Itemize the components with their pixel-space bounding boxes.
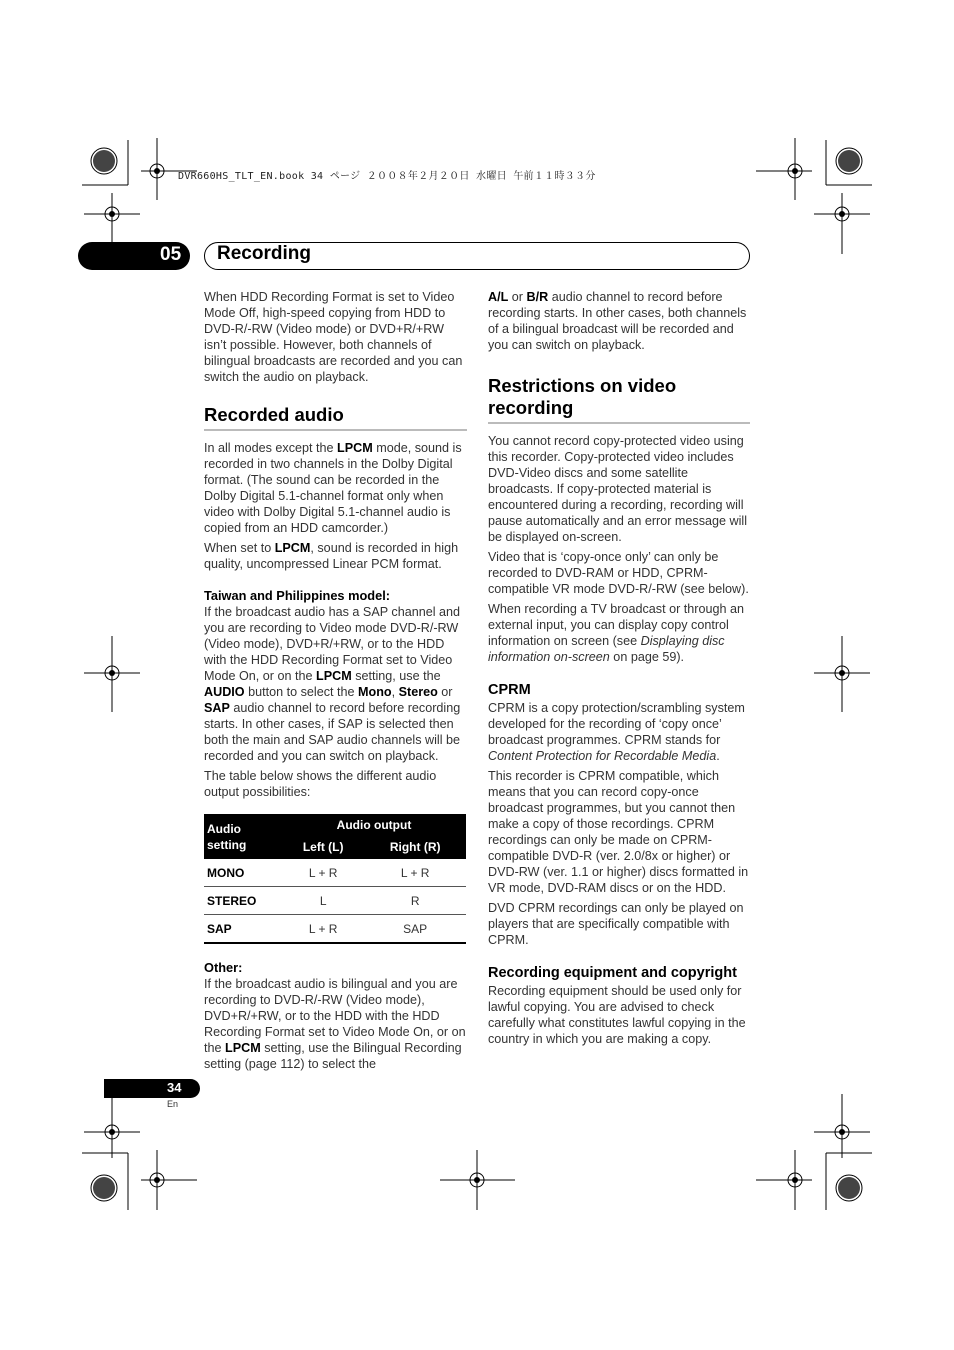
other-heading: Other:: [204, 960, 243, 975]
continued-paragraph: A/L or B/R audio channel to record before recording starts. In other cases, both channels of a bilingual broadcast will be recorded and you can switch on playback.: [488, 290, 747, 352]
chapter-title: Recording: [217, 243, 311, 264]
equipment-p1: Recording equipment should be used only for lawful copying. You are advised to check carefully what constitutes lawful copying in the country in which you are making a copy.: [488, 984, 746, 1046]
setting-cell: MONO: [204, 859, 282, 887]
header-audio-output: Audio output: [282, 814, 466, 835]
header-left: Left (L): [282, 835, 364, 859]
table-row: [204, 915, 466, 944]
right-column: [488, 289, 750, 1051]
cprm-heading: CPRM: [488, 682, 531, 698]
setting-cell: SAP: [204, 915, 282, 944]
left-cell: L + R: [282, 859, 364, 887]
chapter-number: 05: [160, 244, 182, 265]
restrictions-heading: Restrictions on video recording: [488, 375, 750, 424]
cprm-p1: CPRM is a copy protection/scrambling system developed for the recording of ‘copy once’ broadcast programmes. CPRM stands for Content Protection for Recordable Media.: [488, 701, 745, 763]
right-cell: SAP: [364, 915, 466, 944]
taiwan-heading: Taiwan and Philippines model:: [204, 588, 391, 603]
other-paragraph: If the broadcast audio is bilingual and you are recording to DVD-R/-RW (Video mode), DVD+R/+RW, or to the HDD with the HDD Recording Format set to Video Mode On, or on the LPCM setting, use the Bilingual Recording setting (page 112) to select the: [204, 977, 466, 1071]
restrictions-p3: When recording a TV broadcast or through an external input, you can display copy control information on screen (see Displaying disc information on-screen on page 59).: [488, 602, 744, 664]
table-row: [204, 887, 466, 915]
restrictions-p2: Video that is ‘copy-once only’ can only be recorded to DVD-RAM or HDD, CPRM-compatible VR mode DVD-R/-RW (see below).: [488, 550, 749, 596]
book-file-header: DVR660HS_TLT_EN.book 34 ページ ２００８年２月２０日 水曜日 午前１１時３３分: [178, 171, 596, 182]
right-cell: L + R: [364, 859, 466, 887]
header-right: Right (R): [364, 835, 466, 859]
right-cell: R: [364, 887, 466, 915]
cprm-p3: DVD CPRM recordings can only be played on players that are specifically compatible with CPRM.: [488, 901, 744, 947]
table-row: [204, 859, 466, 887]
recorded-audio-p2: When set to LPCM, sound is recorded in high quality, uncompressed Linear PCM format.: [204, 541, 459, 571]
table-intro: The table below shows the different audio output possibilities:: [204, 769, 437, 799]
intro-paragraph: When HDD Recording Format is set to Video Mode Off, high-speed copying from HDD to DVD-R/-RW (Video mode) or DVD+R/+RW isn’t possible. However, both channels of bilingual broadcasts are recorded and you can switch the audio on playback.: [204, 290, 463, 384]
audio-output-table: [204, 814, 466, 944]
page-number: 34: [167, 1080, 182, 1095]
restrictions-p1: You cannot record copy-protected video using this recorder. Copy-protected video includes DVD-Video discs and some satellite broadcasts. If copy-protected material is encountered during a recording, recording will pause automatically and an error message will be displayed on-screen.: [488, 434, 748, 544]
page-number-badge: [104, 1079, 200, 1098]
header-audio-setting: Audio setting: [204, 814, 282, 859]
left-cell: L + R: [282, 915, 364, 944]
setting-cell: STEREO: [204, 887, 282, 915]
left-column: [204, 289, 467, 1076]
left-cell: L: [282, 887, 364, 915]
recorded-audio-p1: In all modes except the LPCM mode, sound is recorded in two channels in the Dolby Digital format. (The sound can be recorded in the Dolby Digital 5.1-channel format only when video with Dolby Digital 5.1-channel audio is copied from an HDD camcorder.): [204, 441, 462, 535]
recorded-audio-heading: Recorded audio: [204, 404, 467, 431]
cprm-p2: This recorder is CPRM compatible, which means that you can record copy-once broadcast programmes, but you cannot then make a copy of those recordings. CPRM recordings can only be made on CPRM-compatible DVD-R (ver. 2.0/8x or higher) or DVD-RW (ver. 1.1 or higher) discs formatted in VR mode, DVD-RAM discs or on the HDD.: [488, 769, 749, 895]
taiwan-paragraph: If the broadcast audio has a SAP channel and you are recording to Video mode DVD-R/-RW (Video mode), DVD+R/+RW, or to the HDD with the HDD Recording Format set to Video Mode On, or on the LPCM setting, use the AUDIO button to select the Mono, Stereo or SAP audio channel to record before recording starts. In other cases, if SAP is selected then both the main and SAP audio channels will be recorded and you can switch on playback.: [204, 605, 461, 763]
page-language: En: [167, 1099, 179, 1109]
equipment-heading: Recording equipment and copyright: [488, 965, 737, 981]
